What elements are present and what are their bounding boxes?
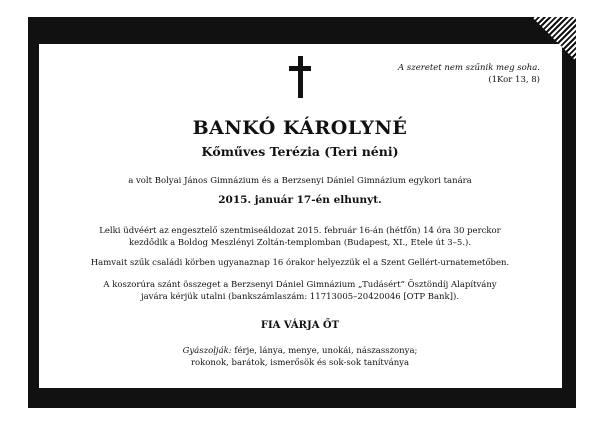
maiden-name: Kőműves Terézia (Teri néni) [201,144,399,159]
donation-request [60,279,540,303]
deceased-name: BANKÓ KÁROLYNÉ [192,117,408,139]
mourners-line-2: rokonok, barátok, ismerősök és sok-sok tanítványa [190,358,410,368]
donation-line-2: javára kérjük utalni (bankszámlaszám: 11713005–20420046 [OTP Bank]). [140,292,460,302]
donation-line-1: A koszorúra szánt összeget a Berzsenyi Dániel Gimnázium „Tudásért” Ösztöndíj Alapítvány [103,280,497,290]
cross-icon [289,56,311,98]
frame-border-left [28,17,39,408]
mourners-line-1: férje, lánya, menye, unokái, nászasszonya; [231,346,418,356]
mourners-label: Gyászolják: [182,346,232,356]
frame-border-right [562,17,576,408]
mass-line-2: kezdődik a Boldog Meszlényi Zoltán-templomban (Budapest, XI., Etele út 3–5.). [128,238,472,248]
mass-line-1: Lelki üdvéért az engesztelő szentmiseáldozat 2015. február 16-án (hétfőn) 14 óra 30 perckor [99,226,501,236]
frame-border-bottom [28,388,576,408]
quote-source: (1Kor 13, 8) [488,75,540,85]
frame-border-top [28,17,576,44]
bible-quote [398,62,540,86]
deceased-description: a volt Bolyai János Gimnázium és a Berzsenyi Dániel Gimnázium egykori tanára [128,176,472,186]
quote-text: A szeretet nem szűnik meg soha. [398,63,540,73]
mourners-list [60,345,540,369]
ashes-announcement: Hamvait szűk családi körben ugyanaznap 16 órakor helyezzük el a Szent Gellért-urnatemetőben. [90,258,510,268]
mass-announcement [60,225,540,249]
waiting-line: FIA VÁRJA ŐT [260,320,340,331]
death-date: 2015. január 17-én elhunyt. [218,194,382,206]
